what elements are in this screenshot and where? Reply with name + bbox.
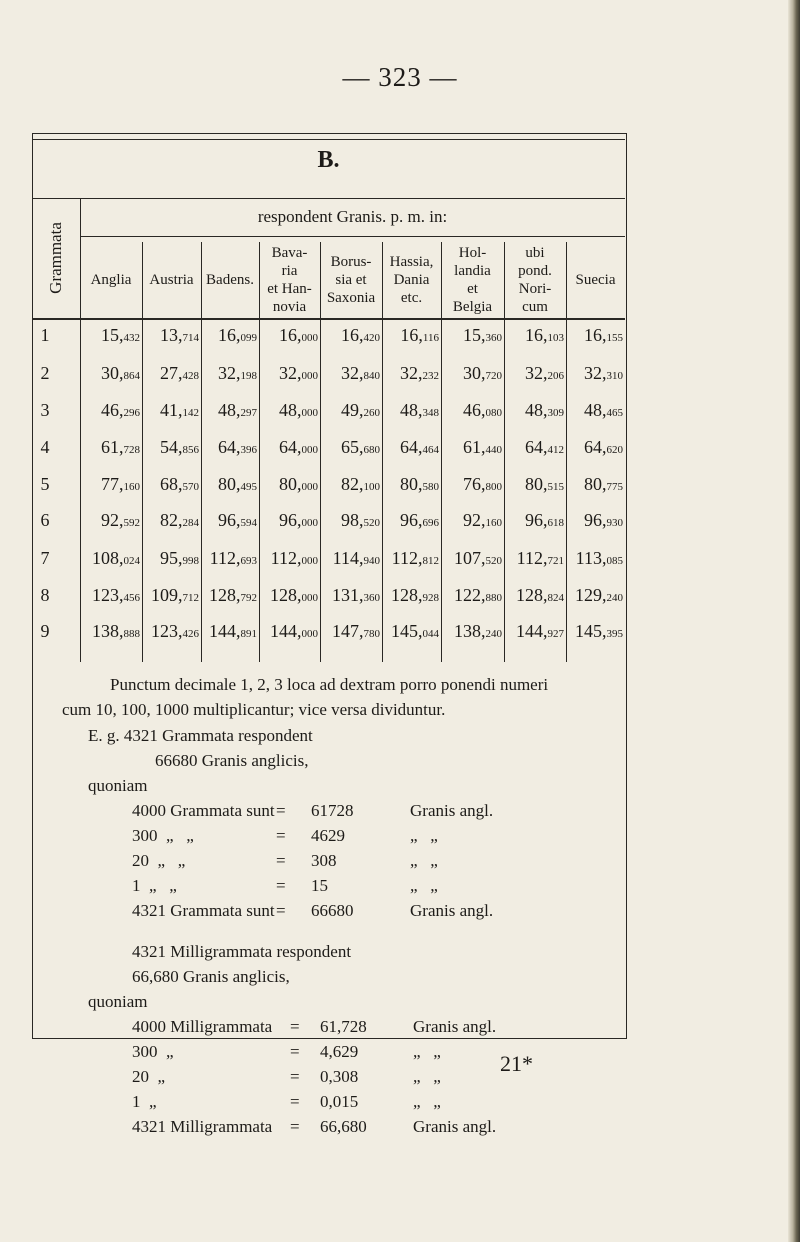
table-cell: 109,712: [151, 585, 199, 605]
column-header: Anglia: [90, 272, 132, 288]
eq-left: 4000 Grammata sunt: [132, 801, 275, 820]
table-cell: 128,000: [270, 585, 318, 605]
table-cell: 64,620: [584, 437, 623, 457]
column-header: Bava- ria et Han- novia: [267, 245, 312, 315]
eq-left: 4000 Milligrammata: [132, 1017, 273, 1036]
table-cell: 32,840: [341, 363, 380, 383]
table-cell: 96,000: [279, 510, 318, 530]
row-header-label: Grammata: [46, 222, 65, 294]
table-cell: 114,940: [332, 548, 380, 568]
eq-sign: =: [290, 1017, 300, 1036]
table-cell: 129,240: [575, 585, 623, 605]
table-cell: 80,580: [400, 474, 439, 494]
table-cell: 96,594: [218, 510, 257, 530]
table-cell: 145,044: [391, 621, 439, 641]
row-number: 2: [40, 363, 50, 383]
eq-value: 308: [311, 851, 337, 870]
table-cell: 128,824: [516, 585, 564, 605]
table-cell: 32,000: [279, 363, 318, 383]
eq-left: 4321 Grammata sunt: [132, 901, 275, 920]
table-cell: 138,240: [454, 621, 502, 641]
table-cell: 48,000: [279, 400, 318, 420]
note-line-2: cum 10, 100, 1000 multiplicantur; vice versa dividuntur.: [62, 700, 446, 719]
table-cell: 68,570: [160, 474, 199, 494]
table-cell: 113,085: [575, 548, 623, 568]
table-cell: 32,310: [584, 363, 623, 383]
eq-unit: „ „: [410, 851, 438, 870]
table-cell: 54,856: [160, 437, 199, 457]
table-cell: 48,297: [218, 400, 257, 420]
signature-mark: 21*: [500, 1051, 533, 1076]
table-cell: 48,348: [400, 400, 439, 420]
eq-value: 15: [311, 876, 328, 895]
table-cell: 80,515: [525, 474, 564, 494]
table-cell: 41,142: [160, 400, 199, 420]
table-cell: 61,440: [463, 437, 502, 457]
table-cell: 128,928: [391, 585, 439, 605]
eq-left: 300 „ „: [132, 826, 194, 845]
table-cell: 64,464: [400, 437, 439, 457]
column-header: Suecia: [575, 272, 616, 288]
eq-unit: Granis angl.: [410, 901, 494, 920]
header-bottom-rule: [32, 318, 625, 320]
table-cell: 128,792: [209, 585, 257, 605]
row-number: 5: [40, 474, 50, 494]
table-cell: 46,296: [101, 400, 140, 420]
table-cell: 30,864: [101, 363, 140, 383]
example-line: E. g. 4321 Grammata respondent: [88, 726, 313, 745]
example-value: 66680 Granis anglicis,: [155, 751, 309, 770]
table-cell: 123,426: [151, 621, 199, 641]
table-cell: 16,099: [218, 325, 257, 345]
eq-unit: Granis angl.: [410, 801, 494, 820]
row-number: 6: [40, 510, 50, 530]
table-cell: 32,198: [218, 363, 257, 383]
column-header: Borus- sia et Saxonia: [326, 254, 376, 306]
eq-unit: „ „: [413, 1042, 441, 1061]
table-cell: 95,998: [160, 548, 199, 568]
eq-left: 1 „: [132, 1092, 157, 1111]
eq-sign: =: [290, 1117, 300, 1136]
table-cell: 80,775: [584, 474, 623, 494]
row-number: 8: [40, 585, 50, 605]
eq-value: 0,015: [320, 1092, 359, 1111]
table-cell: 15,432: [101, 325, 140, 345]
table-cell: 16,420: [341, 325, 380, 345]
table-cell: 98,520: [341, 510, 380, 530]
table-cell: 112,000: [270, 548, 318, 568]
table-cell: 16,000: [279, 325, 318, 345]
table-cell: 13,714: [160, 325, 199, 345]
table-cell: 144,927: [516, 621, 564, 641]
table-cell: 61,728: [101, 437, 140, 457]
table-cell: 77,160: [101, 474, 140, 494]
table-cell: 64,000: [279, 437, 318, 457]
table-cell: 96,696: [400, 510, 439, 530]
table-cell: 112,812: [391, 548, 439, 568]
eq-unit: „ „: [413, 1067, 441, 1086]
table-cell: 92,592: [101, 510, 140, 530]
eq-sign: =: [276, 826, 286, 845]
table-cell: 30,720: [463, 363, 502, 383]
table-cell: 112,721: [516, 548, 564, 568]
eq-left: 4321 Milligrammata: [132, 1117, 273, 1136]
eq-unit: Granis angl.: [413, 1117, 497, 1136]
table-cell: 76,800: [463, 474, 502, 494]
row-number: 4: [40, 437, 50, 457]
table-cell: 16,116: [400, 325, 439, 345]
table-cell: 80,000: [279, 474, 318, 494]
table-cell: 15,360: [463, 325, 502, 345]
table-cell: 46,080: [463, 400, 502, 420]
eq-value: 61728: [311, 801, 354, 820]
quoniam-2: quoniam: [88, 992, 148, 1011]
eq-sign: =: [276, 901, 286, 920]
table-cell: 82,100: [341, 474, 380, 494]
eq-left: 20 „: [132, 1067, 166, 1086]
eq-value: 66,680: [320, 1117, 367, 1136]
eq-left: 300 „: [132, 1042, 174, 1061]
table-cell: 27,428: [160, 363, 199, 383]
table-cell: 96,930: [584, 510, 623, 530]
eq-unit: Granis angl.: [413, 1017, 497, 1036]
table-cell: 48,465: [584, 400, 623, 420]
table-cell: 145,395: [575, 621, 623, 641]
quoniam-1: quoniam: [88, 776, 148, 795]
table-cell: 122,880: [454, 585, 502, 605]
row-number: 9: [40, 621, 50, 641]
page-edge-shadow: [788, 0, 800, 1242]
row-number: 1: [40, 325, 50, 345]
column-header: Hol- landia et Belgia: [452, 245, 493, 315]
table-cell: 112,693: [209, 548, 257, 568]
table-cell: 92,160: [463, 510, 502, 530]
group-header: respondent Granis. p. m. in:: [257, 207, 448, 226]
eq-unit: „ „: [410, 876, 438, 895]
table-cell: 80,495: [218, 474, 257, 494]
note-line-1: Punctum decimale 1, 2, 3 loca ad dextram porro ponendi numeri: [110, 675, 549, 694]
column-header: Hassia, Dania etc.: [389, 254, 434, 306]
table-cell: 108,024: [92, 548, 140, 568]
table-cell: 107,520: [454, 548, 502, 568]
eq-value: 66680: [311, 901, 354, 920]
group-header-rule: [80, 236, 625, 237]
table-cell: 144,891: [209, 621, 257, 641]
eq-sign: =: [290, 1092, 300, 1111]
example2-value: 66,680 Granis anglicis,: [132, 967, 290, 986]
eq-unit: „ „: [413, 1092, 441, 1111]
table-top-rule: [32, 198, 625, 199]
eq-sign: =: [276, 801, 286, 820]
row-number: 3: [40, 400, 50, 420]
table-cell: 32,206: [525, 363, 564, 383]
section-title: B.: [317, 147, 340, 173]
eq-sign: =: [290, 1042, 300, 1061]
table-cell: 49,260: [341, 400, 380, 420]
eq-sign: =: [276, 851, 286, 870]
column-header: Austria: [149, 272, 194, 288]
eq-sign: =: [276, 876, 286, 895]
table-cell: 144,000: [270, 621, 318, 641]
eq-unit: „ „: [410, 826, 438, 845]
table-cell: 131,360: [332, 585, 380, 605]
column-header: ubi pond. Nori- cum: [518, 245, 552, 315]
table-cell: 48,309: [525, 400, 564, 420]
table-cell: 32,232: [400, 363, 439, 383]
table-cell: 16,103: [525, 325, 564, 345]
table-cell: 64,412: [525, 437, 564, 457]
column-header: Badens.: [206, 272, 254, 288]
table-cell: 64,396: [218, 437, 257, 457]
eq-left: 20 „ „: [132, 851, 186, 870]
eq-value: 61,728: [320, 1017, 367, 1036]
table-cell: 96,618: [525, 510, 564, 530]
eq-value: 4629: [311, 826, 345, 845]
page-number: — 323 —: [342, 62, 458, 92]
example2-line: 4321 Milligrammata respondent: [132, 942, 352, 961]
frame-double-rule: [32, 139, 625, 140]
table-cell: 16,155: [584, 325, 623, 345]
eq-sign: =: [290, 1067, 300, 1086]
table-cell: 138,888: [92, 621, 140, 641]
eq-value: 4,629: [320, 1042, 359, 1061]
table-cell: 123,456: [92, 585, 140, 605]
row-number: 7: [40, 548, 50, 568]
eq-value: 0,308: [320, 1067, 359, 1086]
table-cell: 65,680: [341, 437, 380, 457]
table-cell: 82,284: [160, 510, 199, 530]
eq-left: 1 „ „: [132, 876, 177, 895]
table-cell: 147,780: [332, 621, 380, 641]
